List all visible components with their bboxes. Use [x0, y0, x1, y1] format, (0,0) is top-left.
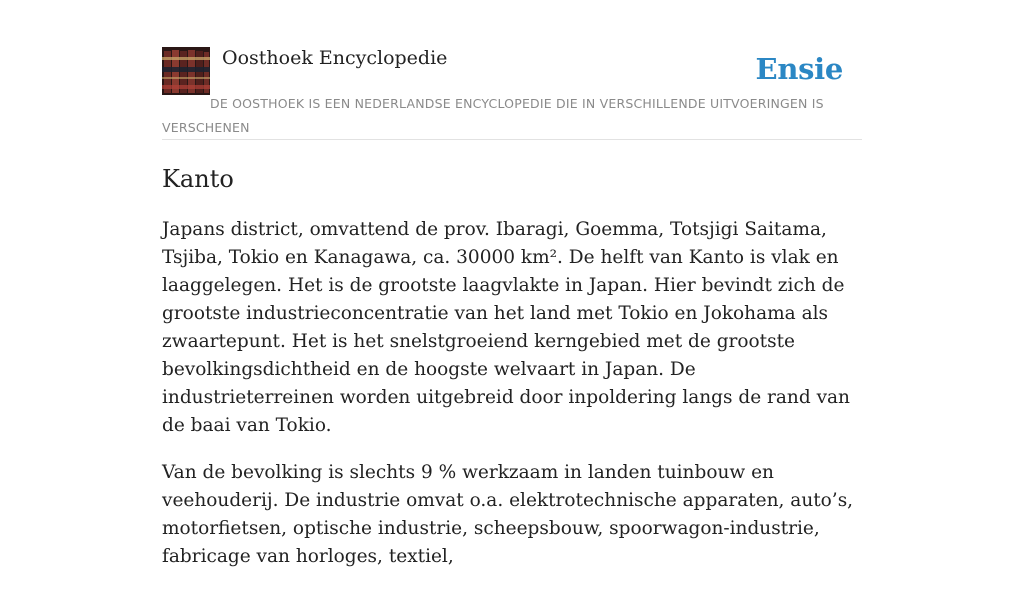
header-divider	[162, 139, 862, 140]
article-paragraph: Japans district, omvattend de prov. Ibaragi, Goemma, Totsjigi Saitama, Tsjiba, Tokio en Kanagawa, ca. 30000 km². De helft van Kanto is vlak en laaggelegen. Het is de grootste laagvlakte in Japan. Hier bevindt zich de grootste industrieconcentratie van het land met Tokio en Jokohama als zwaartepunt. Het is het snelstgroeiend kerngebied met de grootste bevolkingsdichtheid en de hoogste welvaart in Japan. De industrieterreinen worden uitgebreid door inpoldering langs de rand van de baai van Tokio.	[162, 219, 850, 436]
brand-logo[interactable]: Ensie	[755, 52, 843, 86]
source-title[interactable]: Oosthoek Encyclopedie	[222, 47, 448, 69]
book-spines-icon	[162, 47, 210, 95]
source-description: DE OOSTHOEK IS EEN NEDERLANDSE ENCYCLOPEDIE DIE IN VERSCHILLENDE UITVOERINGEN IS VERSCHENEN	[162, 96, 824, 135]
source-avatar[interactable]	[162, 47, 210, 95]
article-body	[162, 216, 862, 590]
article-title: Kanto	[162, 165, 234, 193]
article-paragraph: Van de bevolking is slechts 9 % werkzaam in landen tuinbouw en veehouderij. De industrie omvat o.a. elektrotechnische apparaten, auto’s, motorfietsen, optische industrie, scheepsbouw, spoorwagon-industrie, fabricage van horloges, textiel,	[162, 462, 854, 567]
